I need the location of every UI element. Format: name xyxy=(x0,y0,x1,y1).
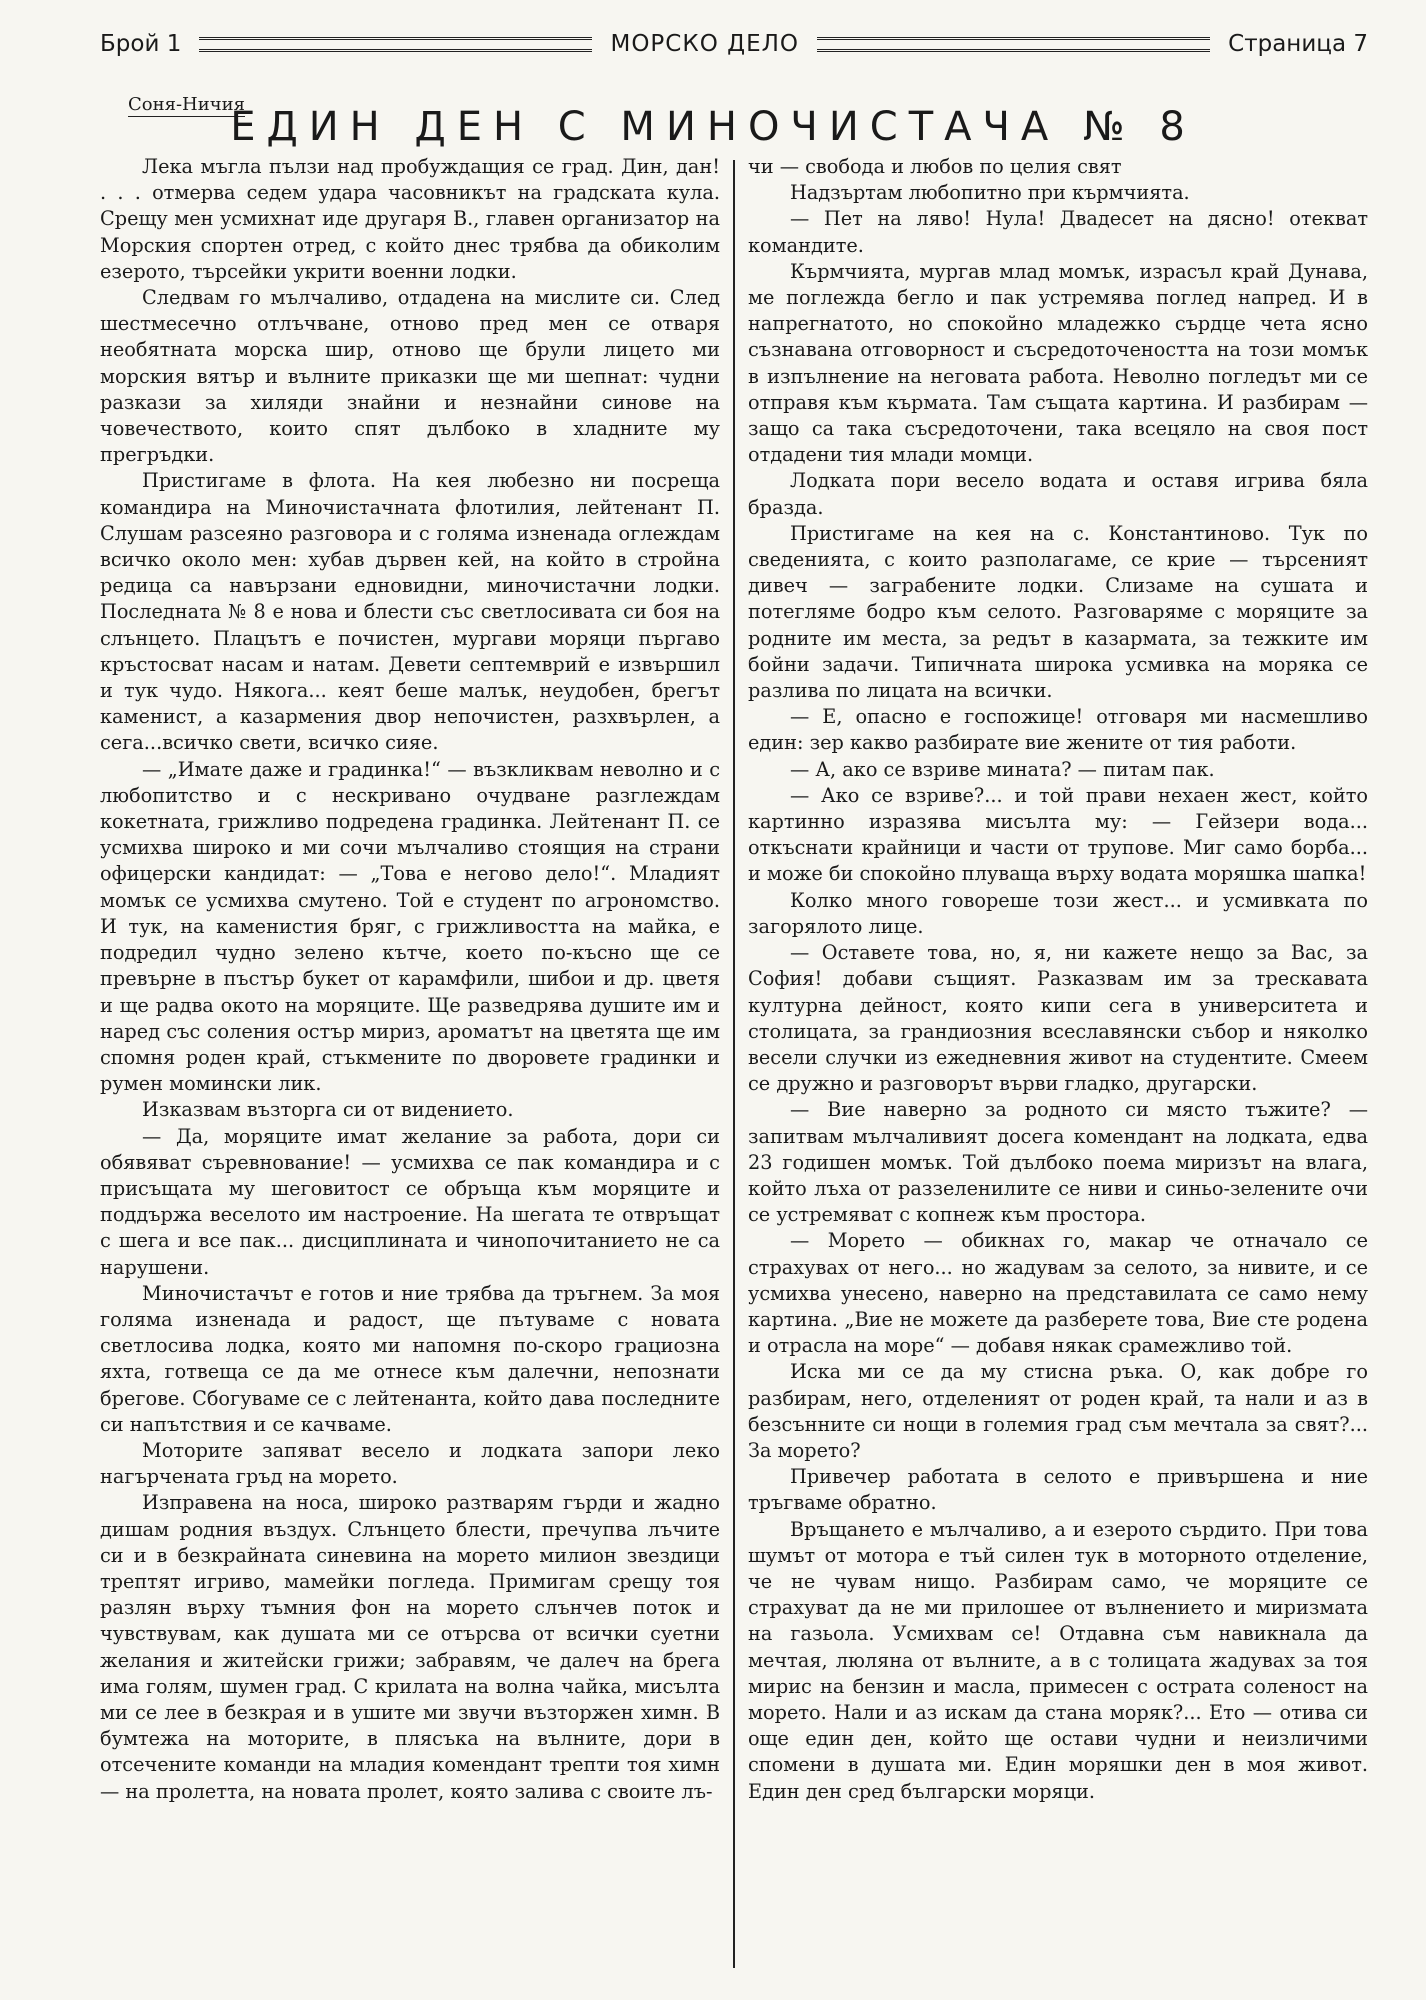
left-column xyxy=(100,154,720,1984)
paragraph: Привечер работата в селото е привършена и ние тръгваме обратно. xyxy=(748,1465,1368,1515)
paragraph: — А, ако се взриве мината? — питам пак. xyxy=(790,757,1215,781)
paragraph: — Е, опасно е госпожице! отговаря ми насмешливо един: зер какво разбирате вие жените от тия работи. xyxy=(748,705,1368,755)
header-rule-right xyxy=(817,37,1210,52)
paragraph: Моторите запяват весело и лодката запори леко нагърчената гръд на морето. xyxy=(100,1438,720,1489)
running-head xyxy=(100,22,1368,66)
paragraph: Миночистачът е готов и ние трябва да тръгнем. За моя голяма изненада и радост, ще пътуваме с новата светлосива лодка, която ми напомня по-скоро грациозна яхта, готвеща се да ме отнесе към далечни, непознати брегове. Сбогуваме се с лейтенанта, който дава последните си напътствия и се качваме. xyxy=(100,1281,720,1436)
paragraph: — Да, моряците имат желание за работа, дори си обявяват съревнование! — усмихва се пак командира и с присъщата му шеговитост се обръща към моряците и поддържа веселото им настроение. На шегата те отвръщат с шега и все пак... дисциплината и чинопочитанието не са нарушени. xyxy=(100,1124,720,1279)
paragraph: Лека мъгла пълзи над пробуждащия се град. Дин, дан! . . . отмерва седем удара часовникът на градската кула. Срещу мен усмихнат иде другаря В., главен организатор на Морския спортен отред, с който днес трябва да обиколим езерото, търсейки укрити военни лодки. xyxy=(100,155,720,283)
paragraph: Връщането е мълчаливо, а и езерото сърдито. При това шумът от мотора е тъй силен тук в моторното отделение, че не чувам нищо. Разбирам само, че моряците се страхуват да не ми прилошее от вълнението и миризмата на газьола. Усмихвам се! Отдавна съм навикнала да мечтая, люляна от вълните, а в с толицата жадувах за тоя мирис на бензин и масла, примесен с острата соленост на морето. Нали и аз искам да стана моряк?... Ето — отива си още един ден, който ще остави чудни и неизличими спомени в душата ми. Един моряшки ден в моя живот. Един ден сред български моряци. xyxy=(748,1517,1368,1803)
right-column xyxy=(748,154,1368,1984)
paragraph: Пристигаме на кея на с. Константиново. Тук по сведенията, с които разполагаме, се крие — търсеният дивеч — заграбените лодки. Слизаме на сушата и потегляме бодро към селото. Разговаряме с моряците за родните им места, за редът в казармата, за тежките им бойни задачи. Типичната широка усмивка на моряка се разлива по лицата на всички. xyxy=(748,521,1368,703)
paragraph: — Вие наверно за родното си място тъжите? — запитвам мълчаливият досега комендант на лодката, едва 23 годишен момък. Той дълбоко поема миризът на влага, който лъха от раззеленилите се ниви и синьо-зелените очи се устремяват с копнеж към простора. xyxy=(748,1098,1368,1227)
paragraph: — Оставете това, но, я, ни кажете нещо за Вас, за София! добави същият. Разказвам им за трескавата културна дейност, която кипи сега в университета и столицата, за грандиозния всеславянски събор и няколко весели случки из ежедневния живот на студентите. Смеем се дружно и разговорът върви гладко, другарски. xyxy=(748,941,1368,1096)
paragraph: Надзъртам любопитно при кърмчията. xyxy=(790,181,1190,205)
paragraph: Изправена на носа, широко разтварям гърди и жадно дишам родния въздух. Слънцето блести, пречупва лъчите си и в безкрайната синевина на морето милион звездици трептят игриво, мамейки погледа. Примигам срещу тоя разлян върху тъмния фон на морето слънчев поток и чувствувам, как душата ми се отърсва от всички суетни желания и житейски грижи; забравям, че далеч на брега има голям, шумен град. С крилата на волна чайка, мисълта ми се лее в безкрая и в ушите ми звучи възторжен химн. В бумтежа на моторите, в плясъка на вълните, дори в отсечените команди на младия комендант трепти тоя химн — на пролетта, на новата пролет, която залива с своите лъ- xyxy=(100,1491,720,1803)
paragraph: Следвам го мълчаливо, отдадена на мислите си. След шестмесечно отлъчване, отново пред мен се отваря необятната морска шир, отново ще брули лицето ми морския вятър и вълните приказки ще ми шепнат: чудни разкази за хиляди знайни и незнайни синове на човечеството, които спят дълбоко в хладните му прегръдки. xyxy=(100,286,720,467)
page-number: Страница 7 xyxy=(1228,31,1368,57)
paragraph: Иска ми се да му стисна ръка. О, как добре го разбирам, него, отделеният от роден край, та нали и аз в безсънните си нощи в големия град съм мечтала за свят?... За морето? xyxy=(748,1360,1368,1462)
article-title: ЕДИН ДЕН С МИНОЧИСТАЧА № 8 xyxy=(230,104,1196,150)
paragraph: — Пет на ляво! Нула! Двадесет на дясно! отекват командите. xyxy=(748,207,1368,257)
paragraph: Лодката пори весело водата и оставя игрива бяла бразда. xyxy=(748,469,1368,519)
article-author: Соня-Ничия xyxy=(128,94,245,115)
paragraph: — „Имате даже и градинка!“ — възкликвам неволно и с любопитство и с нескривано очудване разглеждам кокетната, грижливо подредена градинка. Лейтенант П. се усмихва широко и ми сочи мълчаливо стоящия на страни офицерски кандидат: — „Това е негово дело!“. Младият момък се усмихва смутено. Той е студент по агрономство. И тук, на каменистия бряг, с грижливостта на майка, е подредил чудно зелено кътче, което по-късно ще се превърне в пъстър букет от карамфили, шибои и др. цветя и ще радва окото на моряците. Ще разведрява душите им и наред със соления остър мириз, ароматът на цветята ще им спомня роден край, стъкмените по дворовете градинки и румен момински лик. xyxy=(100,757,720,1096)
paragraph: Колко много говореше този жест... и усмивката по загорялото лице. xyxy=(748,888,1368,938)
newspaper-name: МОРСКО ДЕЛО xyxy=(610,31,800,57)
article-body xyxy=(100,154,1368,1984)
column-divider xyxy=(733,160,735,1968)
paragraph: — Ако се взриве?... и той прави нехаен жест, който картинно изразява мисълта му: — Гейзери вода... откъснати крайници и части от трупове. Миг само борба... и може би спокойно плуваща върху водата моряшка шапка! xyxy=(748,783,1368,886)
header-rule-left xyxy=(199,37,592,52)
paragraph: чи — свобода и любов по целия свят xyxy=(748,155,1122,178)
paragraph: Пристигаме в флота. На кея любезно ни посреща командира на Миночистачната флотилия, лейтенант П. Слушам разсеяно разговора и с голяма изненада оглеждам всичко около мен: хубав дървен кей, на който в стройна редица са навързани едновидни, миночистачни лодки. Последната № 8 е нова и блести със светлосивата си боя на слънцето. Плацътъ е почистен, мургави моряци пъргаво кръстосват насам и натам. Девети септемврий е извършил и тук чудо. Някога... кеят беше малък, неудобен, брегът каменист, а казармения двор непочистен, разхвърлен, а сега...всичко свети, всичко сияе. xyxy=(100,469,720,755)
paragraph: — Морето — обикнах го, макар че отначало се страхувах от него... но жадувам за селото, за нивите, и се усмихва унесено, наверно на представилата се само нему картина. „Вие не можете да разберете това, Вие сте родена и отрасла на море“ — добавя някак срамежливо той. xyxy=(748,1229,1368,1358)
paragraph: Кърмчията, мургав млад момък, израсъл край Дунава, ме поглежда бегло и пак устремява поглед напред. И в напрегнатото, но спокойно младежко сърдце чета ясно съзнавана отговорност и съсредоточеността на този момък в изпълнение на неговата работа. Неволно погледът ми се отправя към кърмата. Там същата картина. И разбирам — защо са така съсредоточени, така всецяло на своя пост отдадени тия млади момци. xyxy=(748,259,1368,467)
paragraph: Изказвам възторга си от видението. xyxy=(142,1098,514,1122)
issue-number: Брой 1 xyxy=(100,31,182,57)
